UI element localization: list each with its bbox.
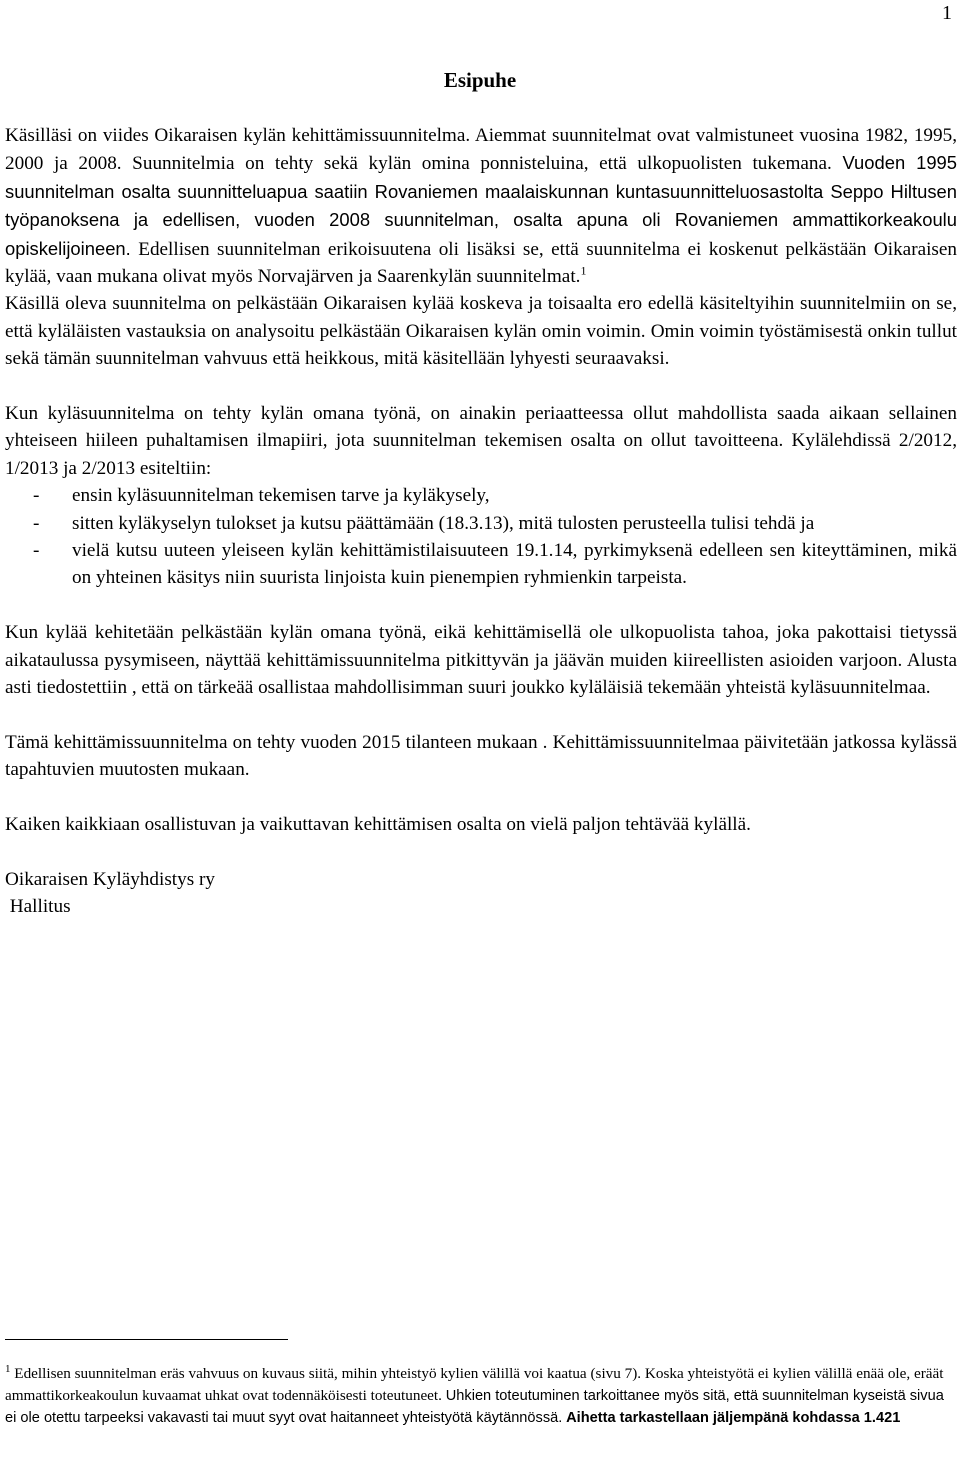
signature-organization: Oikaraisen Kyläyhdistys ry — [5, 868, 215, 890]
paragraph-update: Tämä kehittämissuunnitelma on tehty vuoden 2015 tilanteen mukaan . Kehittämissuunnitelmaa päivitetään jatkossa kylässä tapahtuvien muutosten mukaan. — [5, 731, 957, 781]
list-item — [5, 482, 957, 509]
footnote-reference[interactable]: 1 — [580, 263, 587, 278]
list-item — [5, 510, 957, 537]
footnote-sans-text: Uhkien toteutuminen tarkoittanee myös sitä, että suunnitelman kyseistä sivua ei ole otettu tarpeeksi vakavasti tai muut syyt ovat haitanneet yhteistyötä käytännössä. — [5, 1387, 944, 1426]
bullet-list — [5, 482, 957, 592]
paragraph-spacer — [5, 839, 957, 866]
signature-board: Hallitus — [5, 896, 71, 918]
bullet-dash: - — [33, 512, 40, 534]
list-item-text: ensin kyläsuunnitelman tekemisen tarve ja kyläkysely, — [72, 485, 490, 507]
paragraph-intro — [5, 122, 957, 290]
paragraph-intro-sans: Vuoden 1995 suunnitelman osalta suunnitteluapua saatiin Rovaniemen maalaiskunnan kuntasuunnitteluosastolta Seppo Hiltusen työpanoksena ja edellisen, vuoden 2008 suunnitelman, osalta apuna oli Rovaniemen ammattikorkeakoulu opiskelijoineen. — [5, 152, 957, 259]
paragraph-spacer — [5, 373, 957, 400]
page-title: Esipuhe — [443, 68, 517, 92]
paragraph-scope: Käsillä oleva suunnitelma on pelkästään Oikaraisen kylää koskeva ja toisaalta ero edellä käsiteltyihin suunnitelmiin on se, että kyläläisten vastauksia on analysoitu pelkästään Oikaraisen kylän omin voimin. Omin voimin työstämisestä onkin tullut sekä tämän suunnitelman vahvuus että heikkous, mitä käsitellään lyhyesti seuraavaksi. — [5, 293, 957, 370]
paragraph-spacer — [5, 784, 957, 811]
footnote-number: 1 — [5, 1362, 11, 1375]
paragraph-closing: Kaiken kaikkiaan osallistuvan ja vaikuttavan kehittämisen osalta on vielä paljon tehtävää kylällä. — [5, 814, 751, 836]
paragraph-intro-end: Edellisen suunnitelman erikoisuutena oli lisäksi se, että suunnitelma ei koskenut pelkästään Oikaraisen kylää, vaan mukana olivat myös Norvajärven ja Saarenkylän suunnitelmat. — [5, 238, 958, 288]
paragraph-spacer — [5, 592, 957, 619]
footnote-divider — [5, 1339, 288, 1340]
document-body — [5, 122, 957, 921]
list-item-text: sitten kyläkyselyn tulokset ja kutsu päättämään (18.3.13), mitä tulosten perusteella tulisi tehdä ja — [72, 512, 815, 534]
page-number: 1 — [942, 2, 952, 24]
footnote — [5, 1363, 955, 1430]
list-item — [5, 537, 957, 592]
paragraph-village-work: Kun kyläsuunnitelma on tehty kylän omana työnä, on ainakin periaatteessa ollut mahdollista saada aikaan sellainen yhteiseen hiileen puhaltamisen ilmapiiri, jota suunnitelman tekemisen osalta on ollut tavoitteena. Kylälehdissä 2/2012, 1/2013 ja 2/2013 esiteltiin: — [5, 403, 957, 479]
footnote-text — [5, 1363, 955, 1430]
bullet-dash: - — [33, 540, 40, 562]
footnote-serif-text: Edellisen suunnitelman eräs vahvuus on kuvaus siitä, mihin yhteistyö kylien välillä voi kaatua (sivu 7). Koska yhteistyötä ei kylien välillä enää ole, eräät ammattikorkeakoulun kuvaamat uhkat ovat todennäköisesti toteutuneet. — [5, 1365, 944, 1404]
paragraph-development: Kun kylää kehitetään pelkästään kylän omana työnä, eikä kehittämisellä ole ulkopuolista tahoa, joka pakottaisi tietyssä aikataulussa pysymiseen, näyttää kehittämissuunnitelma pitkittyvän ja jäävän muiden kiireellisten asioiden varjoon. Alusta asti tiedostettiin , että on tärkeää osallistaa mahdollisimman suuri joukko kyläläisiä tekemään yhteistä kyläsuunnitelmaa. — [5, 622, 957, 699]
list-item-text: vielä kutsu uuteen yleiseen kylän kehittämistilaisuuteen 19.1.14, pyrkimyksenä edelleen sen kiteyttäminen, mikä on yhteinen käsitys niin suurista linjoista kuin pienempien ryhmienkin tarpeista. — [72, 540, 957, 589]
bullet-dash: - — [33, 485, 40, 507]
paragraph-intro-serif: Käsilläsi on viides Oikaraisen kylän kehittämissuunnitelma. Aiemmat suunnitelmat ovat valmistuneet vuosina 1982, 1995, 2000 ja 2008. Suunnitelmia on tehty sekä kylän omina ponnisteluina, että ulkopuolisten tukemana. — [5, 125, 957, 175]
paragraph-spacer — [5, 702, 957, 729]
footnote-bold-text: Aihetta tarkastellaan jäljempänä kohdassa 1.421 — [566, 1410, 901, 1426]
